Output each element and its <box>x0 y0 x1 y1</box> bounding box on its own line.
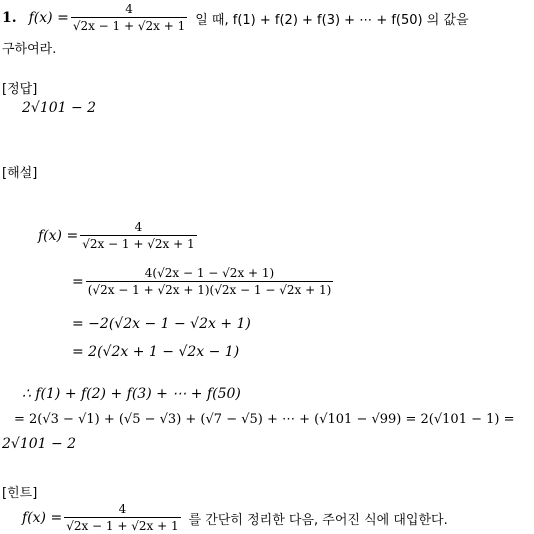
solution-line1-num: 4 <box>134 220 143 234</box>
problem-lhs: f(x) = <box>28 10 69 26</box>
hint-label: [힌트] <box>2 486 38 501</box>
solution-line2-den: (√2x − 1 + √2x + 1)(√2x − 1 − √2x + 1) <box>87 283 332 297</box>
solution-line1-den: √2x − 1 + √2x + 1 <box>82 237 195 251</box>
hint-denominator: √2x − 1 + √2x + 1 <box>66 519 179 533</box>
hint-numerator: 4 <box>118 502 127 516</box>
hint-fraction <box>64 502 180 534</box>
problem-number: 1. <box>2 10 17 26</box>
answer-label: [정답] <box>2 82 38 97</box>
hint-line <box>22 502 448 534</box>
solution-line1 <box>38 220 199 252</box>
solution-line2 <box>72 266 335 298</box>
solution-line3: = −2(√2x − 1 − √2x + 1) <box>72 316 251 332</box>
problem-fraction <box>71 2 187 34</box>
solution-line1-lhs: f(x) = <box>38 228 79 244</box>
problem-denominator: √2x − 1 + √2x + 1 <box>72 19 186 33</box>
solution-label: [해설] <box>2 166 38 181</box>
solution-therefore: ∴ f(1) + f(2) + f(3) + ⋯ + f(50) <box>22 386 241 402</box>
solution-line2-num: 4(√2x − 1 − √2x + 1) <box>144 266 275 280</box>
problem-text: 일 때, f(1) + f(2) + f(3) + ⋯ + f(50) 의 값을 <box>195 12 469 28</box>
solution-sum-line: = 2(√3 − √1) + (√5 − √3) + (√7 − √5) + ⋯ + (√101 − √99) = 2(√101 − 1) = <box>14 412 515 427</box>
problem-numerator: 4 <box>125 2 133 16</box>
answer-value: 2√101 − 2 <box>22 100 97 116</box>
hint-text: 를 간단히 정리한 다음, 주어진 식에 대입한다. <box>188 512 448 528</box>
problem-line <box>2 2 469 34</box>
solution-line2-fraction <box>86 266 334 298</box>
solution-line2-eq: = <box>72 274 84 290</box>
solution-sum-result: 2√101 − 2 <box>2 436 77 452</box>
solution-line1-fraction <box>80 220 196 252</box>
problem-line2: 구하여라. <box>2 42 57 57</box>
hint-lhs: f(x) = <box>22 510 63 526</box>
solution-line4: = 2(√2x + 1 − √2x − 1) <box>72 344 240 360</box>
